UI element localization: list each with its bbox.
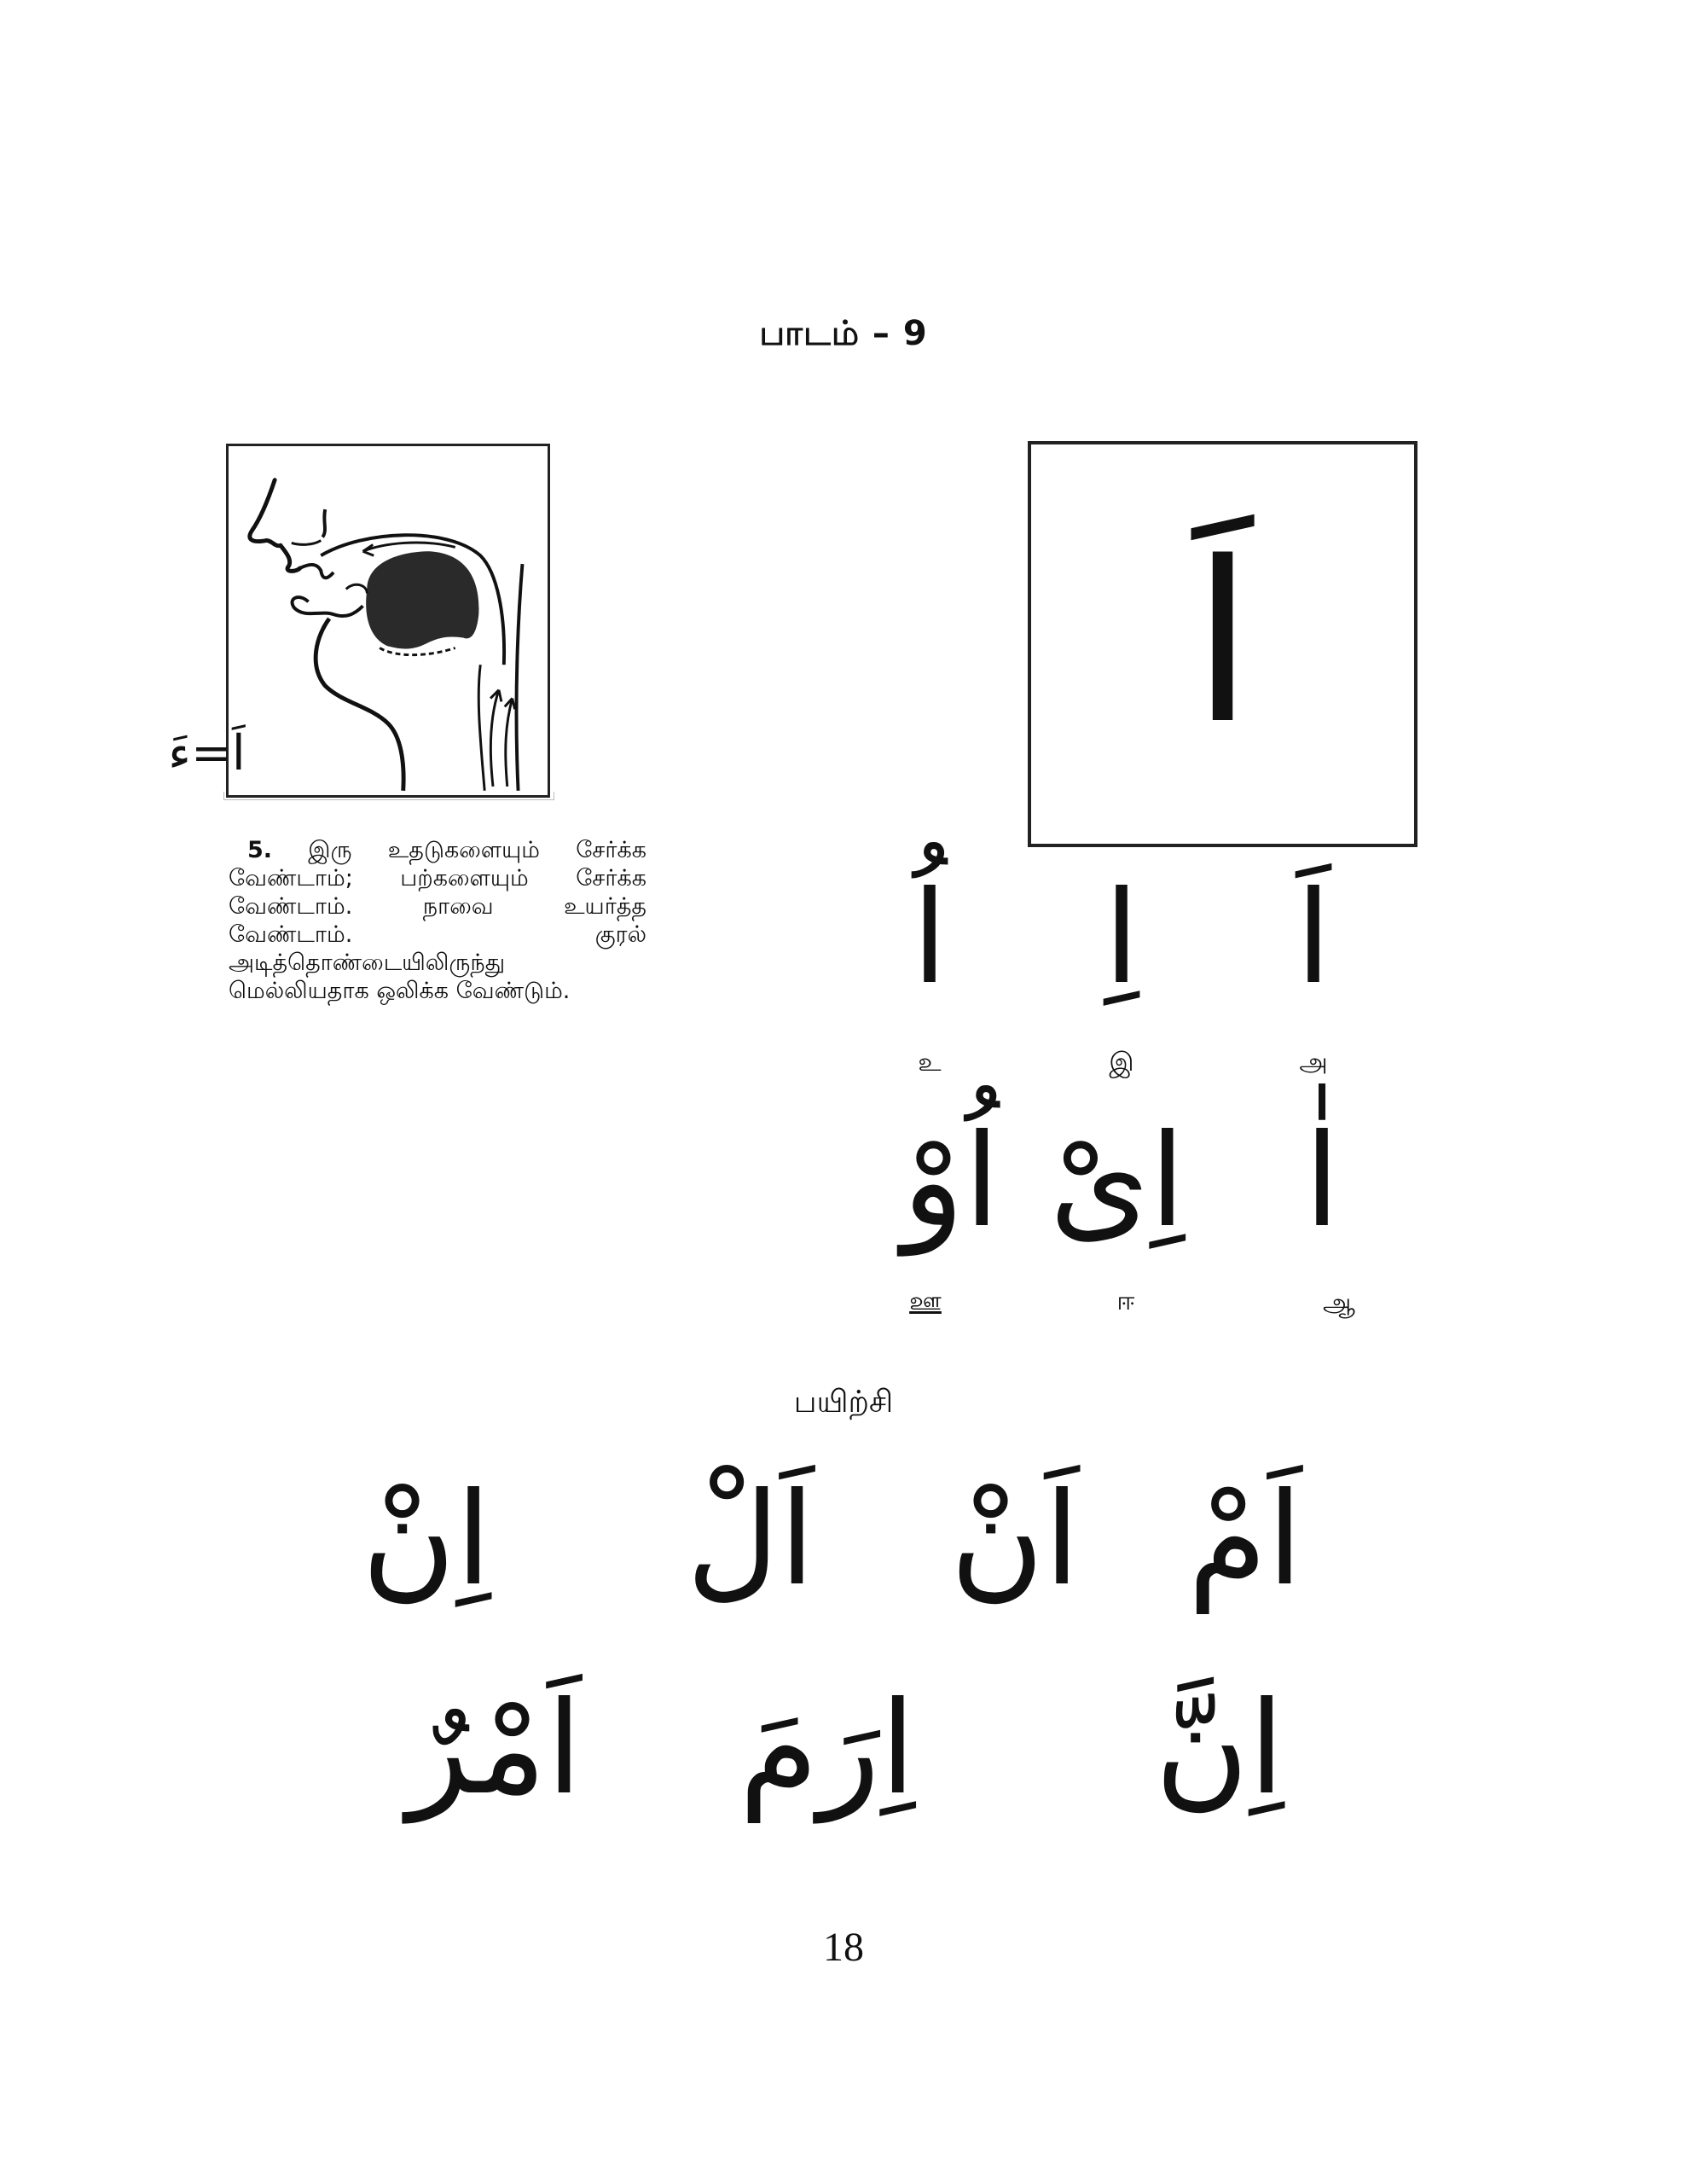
practice-word: اِنَّ [1155,1675,1284,1823]
vowel-damma: اُ [912,864,948,1013]
long-vowel-aa: اٰ [1304,1107,1340,1256]
practice-word: اَلْ [686,1466,815,1614]
practice-label: பயிற்சி [793,1385,894,1420]
diagram-label: اَ=ءَ [168,725,246,782]
practice-word: اِنْ [362,1466,491,1614]
mouth-cross-section-icon [168,446,548,795]
vowel-kasra: اِ [1104,864,1139,1013]
practice-word: اَمْ [1187,1466,1303,1614]
instruction-line-6: மெல்லியதாக ஒலிக்க வேண்டும். [229,978,571,1004]
vowel-fatha-tamil: அ [1299,1048,1328,1077]
practice-word: اَنْ [950,1466,1080,1614]
instruction-text [229,836,646,1005]
long-vowel-ii: اِىْ [1049,1107,1186,1256]
diagram-underline [223,792,554,800]
instruction-line-5: அடித்தொண்டையிலிருந்து [229,950,506,976]
practice-word: اِرَمَ [739,1675,916,1823]
instruction-line-1: 5. இரு உதடுகளையும் சேர்க்க [229,836,646,864]
instruction-line-4: வேண்டாம். குரல் [229,921,646,948]
vowel-kasra-tamil: இ [1109,1048,1134,1077]
page-title: பாடம் – 9 [759,314,928,353]
instruction-line-3: வேண்டாம். நாவை உயர்த்த [229,893,646,920]
main-letter-box [1028,441,1417,847]
long-vowel-aa-tamil: ஆ [1323,1288,1355,1318]
long-vowel-ii-tamil: ஈ [1116,1287,1135,1316]
mouth-diagram [168,444,550,798]
long-vowel-uu-tamil: ஊ [909,1287,942,1316]
vowel-damma-tamil: உ [918,1048,942,1077]
instruction-number: 5. [247,837,273,863]
long-vowel-uu: اُوْ [901,1107,1000,1256]
instruction-line-2: வேண்டாம்; பற்களையும் சேர்க்க [229,865,646,892]
page-number: 18 [823,1925,864,1970]
practice-word: اَمْرٌ [407,1675,583,1823]
main-letter: اَ [1191,515,1254,773]
vowel-fatha: اَ [1296,864,1331,1013]
